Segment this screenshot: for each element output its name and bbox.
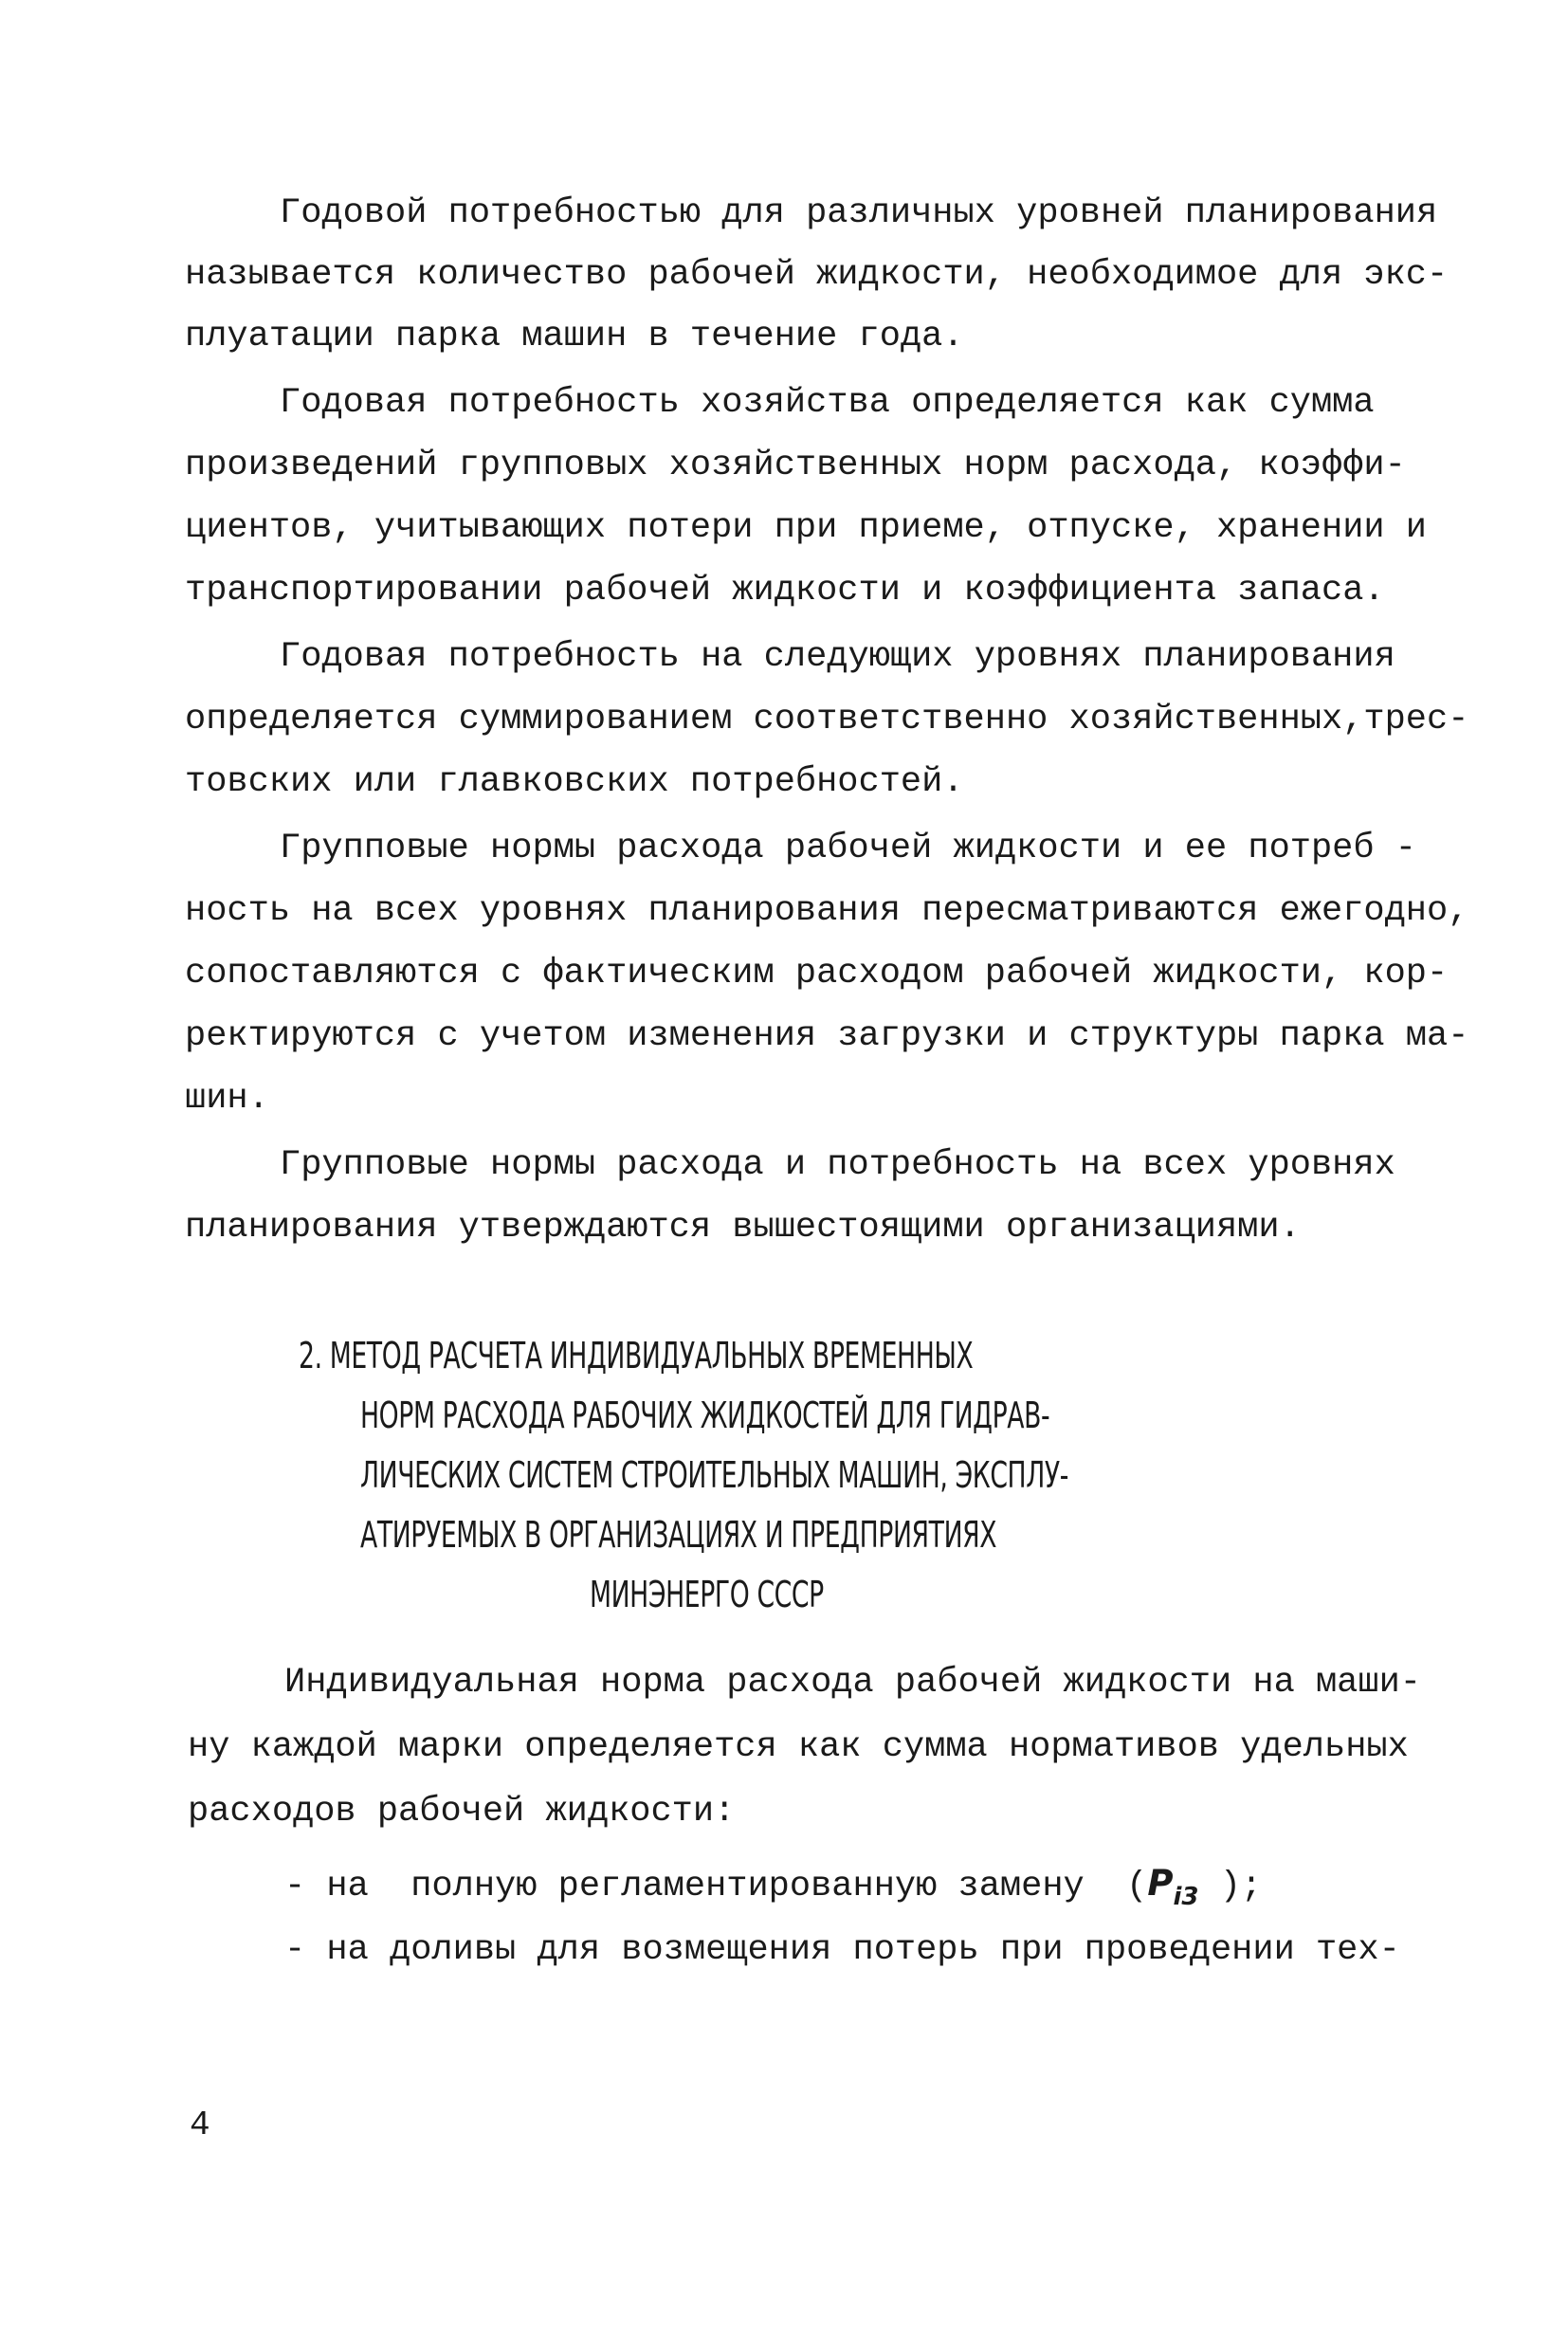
heading-line: НОРМ РАСХОДА РАБОЧИХ ЖИДКОСТЕЙ ДЛЯ ГИДРАВ-	[360, 1395, 1050, 1436]
formula-subscript: i3	[1173, 1883, 1199, 1911]
text-line: Групповые нормы расхода и потребность на всех уровнях	[280, 1145, 1395, 1185]
heading-line: ЛИЧЕСКИХ СИСТЕМ СТРОИТЕЛЬНЫХ МАШИН, ЭКСПЛУ-	[360, 1454, 1068, 1496]
text-line: циентов, учитывающих потери при приеме, отпуске, хранении и	[185, 508, 1428, 548]
text-line: ну каждой марки определяется как сумма нормативов удельных	[188, 1727, 1409, 1767]
formula-symbol: P	[1147, 1863, 1174, 1904]
text-line: транспортировании рабочей жидкости и коэффициента запаса.	[185, 571, 1385, 611]
text-line: определяется суммированием соответственно хозяйственных,трес-	[185, 700, 1469, 739]
list-item-line: - на доливы для возмещения потерь при проведении тех-	[284, 1930, 1400, 1970]
text-line: планирования утверждаются вышестоящими организациями.	[185, 1208, 1301, 1248]
text-line: расходов рабочей жидкости:	[188, 1792, 736, 1832]
list-item-text: - на полную регламентированную замену (	[284, 1867, 1148, 1906]
heading-line: АТИРУЕМЫХ В ОРГАНИЗАЦИЯХ И ПРЕДПРИЯТИЯХ	[360, 1514, 997, 1556]
text-line: товских или главковских потребностей.	[185, 762, 964, 802]
text-line: называется количество рабочей жидкости, необходимое для экс-	[185, 255, 1449, 295]
text-line: Годовая потребность на следующих уровнях планирования	[280, 637, 1395, 677]
text-line: Индивидуальная норма расхода рабочей жидкости на маши-	[284, 1663, 1421, 1703]
text-line: шин.	[185, 1079, 269, 1119]
text-line: плуатации парка машин в течение года.	[185, 317, 964, 356]
formula-close: );	[1198, 1867, 1263, 1906]
text-line: ность на всех уровнях планирования пересматриваются ежегодно,	[185, 891, 1469, 931]
text-line: Годовая потребность хозяйства определяется как сумма	[280, 383, 1375, 423]
page-number: 4	[190, 2106, 210, 2144]
text-line: сопоставляются с фактическим расходом рабочей жидкости, кор-	[185, 954, 1449, 994]
text-line: Групповые нормы расхода рабочей жидкости и ее потреб -	[280, 829, 1416, 868]
text-line: ректируются с учетом изменения загрузки и структуры парка ма-	[185, 1016, 1469, 1056]
heading-line: 2. МЕТОД РАСЧЕТА ИНДИВИДУАЛЬНЫХ ВРЕМЕННЫХ	[299, 1335, 974, 1377]
heading-line: МИНЭНЕРГО СССР	[590, 1574, 824, 1615]
list-item-line	[284, 1860, 1262, 1911]
text-line: произведений групповых хозяйственных норм расхода, коэффи-	[185, 446, 1406, 485]
text-line: Годовой потребностью для различных уровней планирования	[280, 193, 1438, 233]
